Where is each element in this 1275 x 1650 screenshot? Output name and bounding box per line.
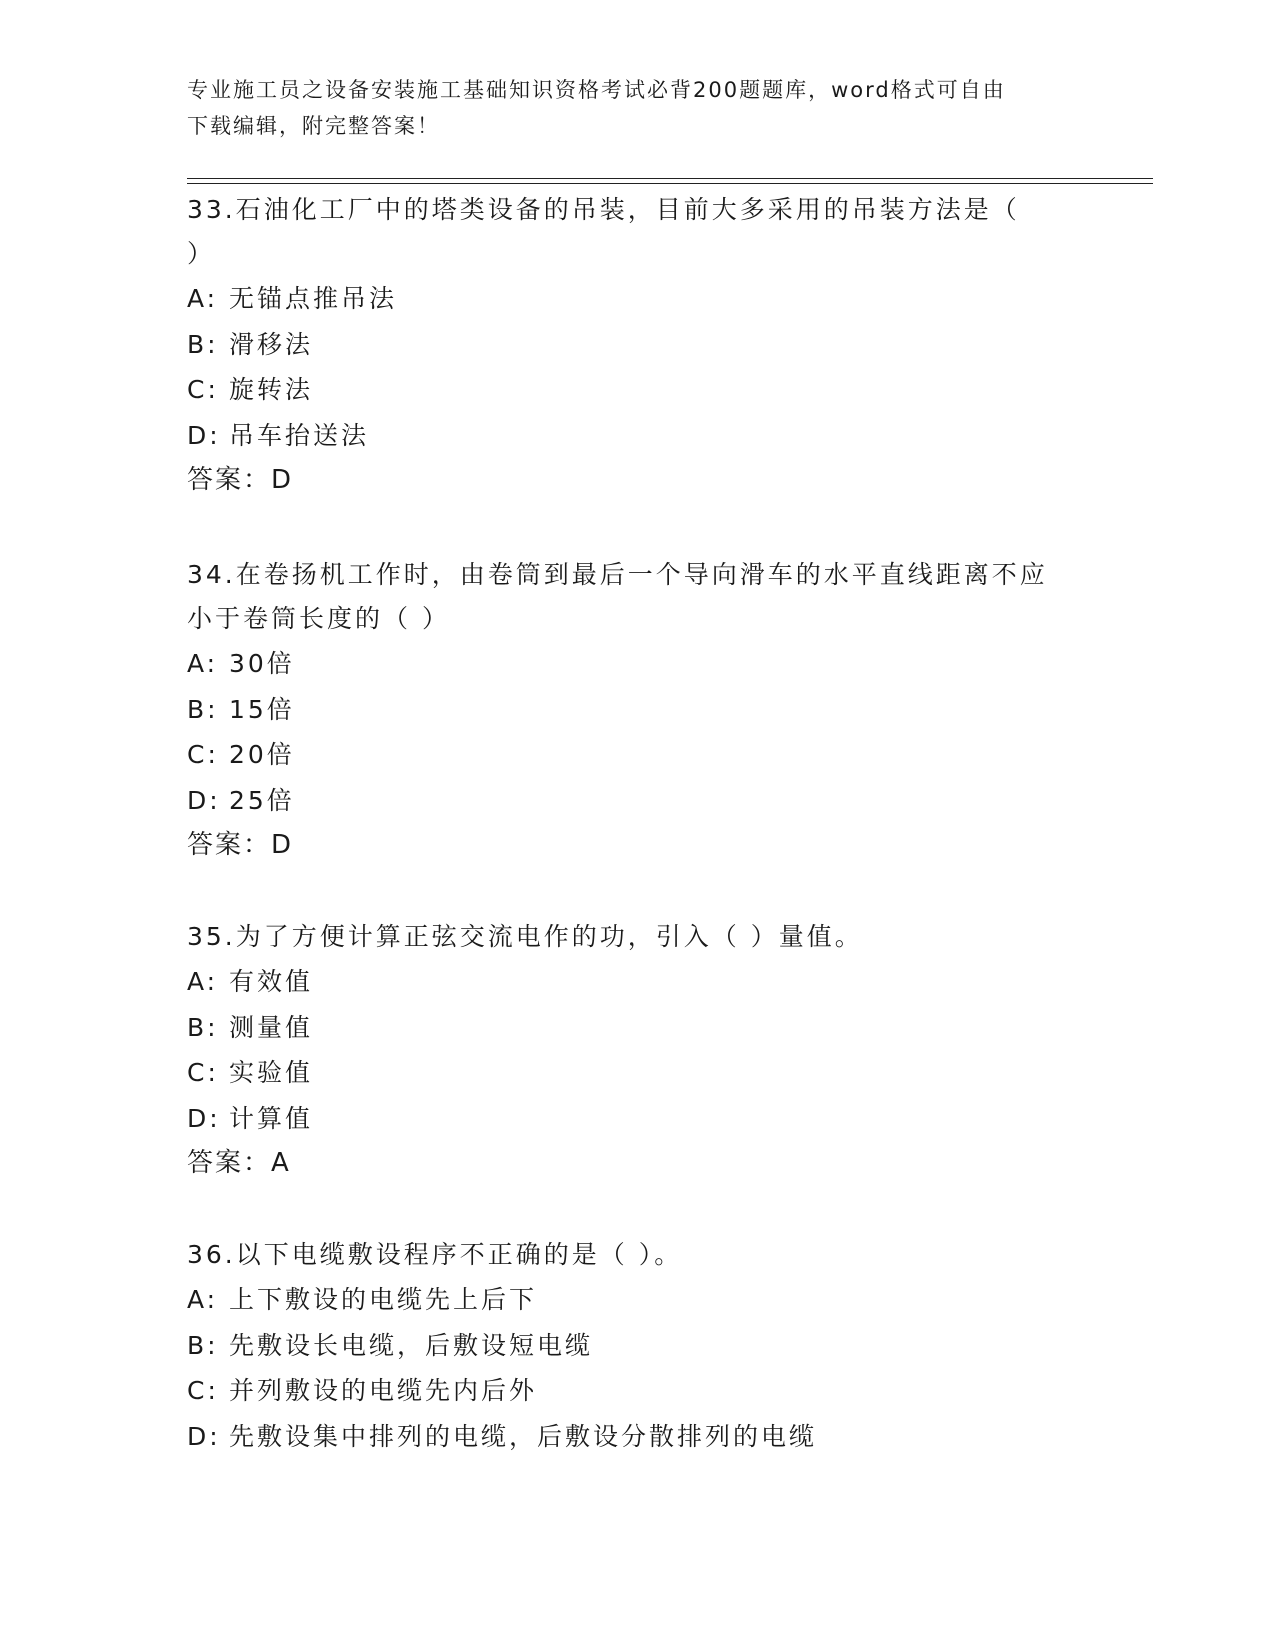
option-d xyxy=(187,778,1087,824)
option-key: D: xyxy=(187,420,221,450)
option-key: A: xyxy=(187,284,219,313)
option-key: B: xyxy=(187,1330,219,1360)
option-text: 15倍 xyxy=(229,694,295,724)
question-text-line-2: 小于卷筒长度的（ ） xyxy=(187,604,450,633)
option-text: 上下敷设的电缆先上后下 xyxy=(229,1285,538,1314)
question-36 xyxy=(187,1233,1087,1459)
header-line-1: 专业施工员之设备安装施工基础知识资格考试必背200题题库，word格式可自由 xyxy=(187,78,1006,102)
option-b xyxy=(187,687,1087,733)
option-a xyxy=(187,276,1087,322)
option-text: 有效值 xyxy=(229,967,314,996)
question-35 xyxy=(187,915,1087,1186)
question-text-line-1: 35.为了方便计算正弦交流电作的功，引入（ ）量值。 xyxy=(187,922,863,951)
option-d xyxy=(187,413,1087,459)
option-c xyxy=(187,1368,1087,1414)
header-line-2: 下载编辑，附完整答案！ xyxy=(187,114,440,138)
option-text: 30倍 xyxy=(229,649,295,678)
option-text: 20倍 xyxy=(229,740,295,769)
option-d xyxy=(187,1096,1087,1142)
answer-line xyxy=(187,458,1087,503)
option-d xyxy=(187,1414,1087,1460)
answer-label: 答案： xyxy=(187,830,272,860)
answer-value: D xyxy=(271,465,294,495)
answer-value: D xyxy=(271,830,294,860)
question-text xyxy=(187,553,1087,641)
option-key: D: xyxy=(187,1421,221,1451)
option-key: B: xyxy=(187,329,219,359)
option-text: 测量值 xyxy=(229,1012,314,1042)
option-b xyxy=(187,1005,1087,1051)
option-key: A: xyxy=(187,649,219,678)
option-key: C: xyxy=(187,1376,219,1405)
option-a xyxy=(187,959,1087,1005)
option-c xyxy=(187,1050,1087,1096)
option-text: 25倍 xyxy=(229,785,295,815)
answer-label: 答案： xyxy=(187,1148,272,1178)
option-key: C: xyxy=(187,740,219,769)
answer-line xyxy=(187,1141,1087,1186)
document-header xyxy=(187,72,1067,144)
option-b xyxy=(187,1323,1087,1369)
answer-label: 答案： xyxy=(187,465,272,495)
question-text-line-1: 33.石油化工厂中的塔类设备的吊装，目前大多采用的吊装方法是（ xyxy=(187,195,1020,224)
option-key: C: xyxy=(187,1058,219,1087)
header-divider-bottom xyxy=(187,183,1153,184)
option-text: 滑移法 xyxy=(229,329,314,359)
question-33 xyxy=(187,188,1087,503)
question-34 xyxy=(187,553,1087,868)
option-text: 先敷设集中排列的电缆，后敷设分散排列的电缆 xyxy=(229,1421,818,1451)
option-key: D: xyxy=(187,1103,221,1133)
header-divider-top xyxy=(187,178,1153,179)
option-text: 旋转法 xyxy=(229,375,314,404)
option-text: 计算值 xyxy=(229,1103,314,1133)
answer-line xyxy=(187,823,1087,868)
option-key: C: xyxy=(187,375,219,404)
option-b xyxy=(187,322,1087,368)
question-text-line-1: 36.以下电缆敷设程序不正确的是（ ）。 xyxy=(187,1240,683,1269)
question-text-line-2: ） xyxy=(187,239,216,268)
option-text: 无锚点推吊法 xyxy=(229,284,398,313)
answer-value: A xyxy=(271,1148,291,1178)
question-text xyxy=(187,188,1087,276)
option-key: A: xyxy=(187,1285,219,1314)
option-key: D: xyxy=(187,785,221,815)
question-text xyxy=(187,1233,1087,1277)
option-text: 吊车抬送法 xyxy=(229,420,370,450)
option-c xyxy=(187,732,1087,778)
question-text xyxy=(187,915,1087,959)
option-a xyxy=(187,1277,1087,1323)
option-text: 先敷设长电缆，后敷设短电缆 xyxy=(229,1330,594,1360)
option-a xyxy=(187,641,1087,687)
option-c xyxy=(187,367,1087,413)
question-text-line-1: 34.在卷扬机工作时，由卷筒到最后一个导向滑车的水平直线距离不应 xyxy=(187,560,1048,589)
option-text: 并列敷设的电缆先内后外 xyxy=(229,1376,538,1405)
option-text: 实验值 xyxy=(229,1058,314,1087)
option-key: B: xyxy=(187,1012,219,1042)
option-key: B: xyxy=(187,694,219,724)
option-key: A: xyxy=(187,967,219,996)
